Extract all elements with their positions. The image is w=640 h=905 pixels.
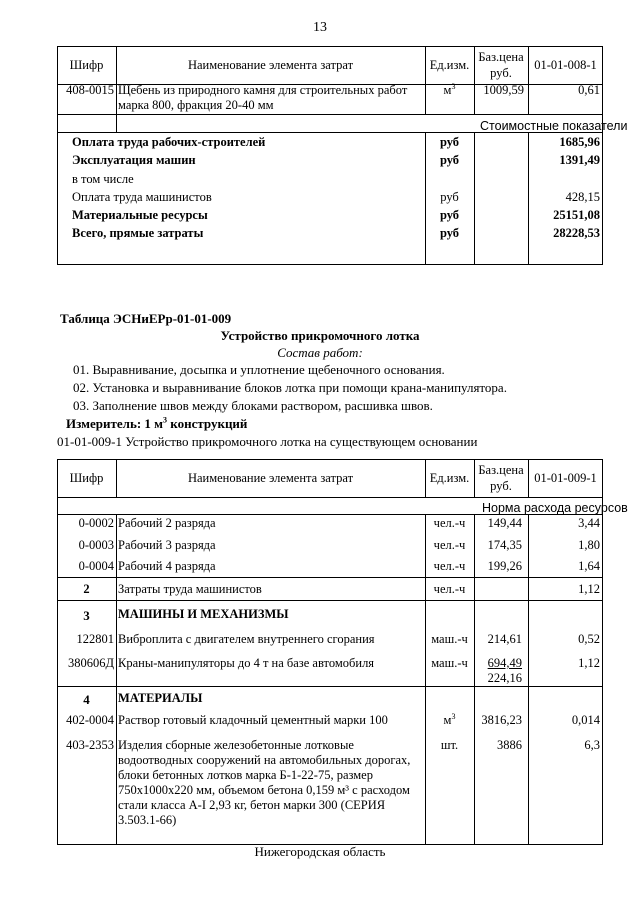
t2-header-name: Наименование элемента затрат	[187, 471, 354, 485]
t2-machine-2-value: 1,12	[578, 656, 600, 670]
t2-labor-unit: чел.-ч	[433, 559, 466, 573]
t1-summary-unit: руб	[439, 135, 460, 149]
t2-materials-heading: МАТЕРИАЛЫ	[118, 691, 203, 705]
t2-labor-code: 0-0003	[78, 538, 114, 552]
t2-machine-1-name: Виброплита с двигателем внутреннего сгорания	[118, 632, 375, 646]
t1-summary-label: Эксплуатация машин	[72, 153, 196, 167]
t2-mat-2-value: 6,3	[584, 738, 600, 752]
t2-labor-price: 149,44	[487, 516, 522, 530]
page-number: 13	[313, 20, 327, 35]
t2-labor-name: Рабочий 3 разряда	[118, 538, 216, 552]
t2-mat-2-name-line: 750х1000х220 мм, объемом бетона 0,159 м³ с расходом	[118, 783, 410, 797]
t2-labor-code: 0-0004	[78, 559, 114, 573]
t2-norms-label: Норма расхода ресурсов	[482, 501, 628, 515]
t1-row-value: 0,61	[578, 83, 600, 97]
t2-mat-2-unit: шт.	[440, 738, 459, 752]
t1-indicators-label: Стоимостные показатели	[480, 119, 628, 133]
measure-label: Измеритель: 1 $м^3$ конструкций	[66, 415, 248, 431]
work-item-1: 01. Выравнивание, досыпка и уплотнение щебеночного основания.	[73, 362, 445, 377]
t1-summary-value: 25151,08	[553, 208, 600, 222]
t2-labor-unit: чел.-ч	[433, 516, 466, 530]
t2-mat-1-value: 0,014	[571, 713, 600, 727]
t2-machine-1-unit: маш.-ч	[431, 632, 468, 646]
t2-mat-2-name-line: стали класса А-I 2,93 кг, бетон марки 300 (СЕРИЯ	[118, 798, 386, 812]
t1-row-unit: $м^3$	[443, 81, 456, 97]
t2-mat-1-code: 402-0004	[66, 713, 114, 727]
t2-operators-value: 1,12	[578, 582, 600, 596]
t1-header-name: Наименование элемента затрат	[187, 58, 354, 72]
t1-row-name-1: Щебень из природного камня для строительных работ	[118, 83, 408, 97]
t2-mat-2-name-line: водоотводных сооружений на автомобильных дорогах,	[118, 753, 411, 767]
t2-machine-2-code: 380606Д	[67, 656, 114, 670]
t1-summary-label: Оплата труда рабочих-строителей	[72, 135, 266, 149]
t2-mat-2-name	[118, 738, 410, 828]
t2-header-code: Шифр	[69, 471, 104, 485]
t1-header-code: Шифр	[69, 58, 104, 72]
t1-summary-value: 428,15	[565, 190, 600, 204]
t2-header-price-1: Баз.цена	[478, 463, 524, 477]
t2-mat-1-name: Раствор готовый кладочный цементный марки 100	[118, 713, 388, 727]
t2-materials-code: 4	[83, 692, 90, 707]
t1-summary-label: Оплата труда машинистов	[72, 190, 212, 204]
t2-machines-heading: МАШИНЫ И МЕХАНИЗМЫ	[118, 607, 289, 621]
t1-summary-label: Материальные ресурсы	[72, 208, 208, 222]
work-item-3: 03. Заполнение швов между блоками раствором, расшивка швов.	[73, 398, 433, 413]
t1-summary-value: 1391,49	[559, 153, 600, 167]
works-heading: Состав работ:	[277, 345, 363, 360]
t2-machine-2-name: Краны-манипуляторы до 4 т на базе автомобиля	[118, 656, 375, 670]
t1-summary-unit: руб	[439, 226, 460, 240]
t2-mat-2-name-line: блоки бетонных лотков марка Б-1-22-75, размер	[118, 768, 373, 782]
t2-machine-2-unit: маш.-ч	[431, 656, 468, 670]
t1-header-unit: Ед.изм.	[429, 58, 470, 72]
t1-summary-value: 28228,53	[553, 226, 600, 240]
t2-labor-name: Рабочий 2 разряда	[118, 516, 216, 530]
t2-mat-2-name-line: 3.503.1-66)	[118, 813, 177, 827]
t2-machines-code: 3	[83, 608, 90, 623]
t2-machine-1-code: 122801	[76, 632, 114, 646]
t2-labor-code: 0-0002	[78, 516, 114, 530]
t1-row-code: 408-0015	[66, 83, 114, 97]
footer-region: Нижегородская область	[254, 844, 386, 859]
t1-header-price-1: Баз.цена	[478, 50, 524, 64]
t2-mat-1-price: 3816,23	[481, 713, 522, 727]
t2-labor-value: 3,44	[578, 516, 600, 530]
t2-mat-2-code: 403-2353	[66, 738, 114, 752]
t2-labor-value: 1,80	[578, 538, 600, 552]
t2-header-rate: 01-01-009-1	[534, 471, 597, 485]
t1-row-price: 1009,59	[483, 83, 524, 97]
t1-summary-unit: руб	[439, 208, 460, 222]
t2-labor-price: 199,26	[487, 559, 522, 573]
t2-machine-1-value: 0,52	[578, 632, 600, 646]
t1-summary-value: 1685,96	[559, 135, 600, 149]
t2-header-price-2: руб.	[490, 479, 512, 493]
t2-machine-2-price: 694,49	[487, 656, 522, 670]
t2-mat-2-price: 3886	[497, 738, 522, 752]
t2-labor-unit: чел.-ч	[433, 538, 466, 552]
item-line: 01-01-009-1 Устройство прикромочного лотка на существующем основании	[57, 434, 478, 449]
t1-summary-label: в том числе	[72, 172, 134, 186]
t2-header-unit: Ед.изм.	[429, 471, 470, 485]
t2-labor-price: 174,35	[487, 538, 522, 552]
t1-summary-unit: руб	[440, 190, 459, 204]
t2-machine-1-price: 214,61	[487, 632, 522, 646]
t2-mat-1-unit: $м^3$	[443, 711, 456, 727]
t2-operators-name: Затраты труда машинистов	[118, 582, 262, 596]
t1-header-rate: 01-01-008-1	[534, 58, 597, 72]
table-title: Таблица ЭСНиЕРр-01-01-009	[60, 311, 232, 326]
table-subtitle: Устройство прикромочного лотка	[220, 328, 420, 343]
t2-operators-unit: чел.-ч	[433, 582, 466, 596]
work-item-2: 02. Установка и выравнивание блоков лотка при помощи крана-манипулятора.	[73, 380, 507, 395]
t2-mat-2-name-line: Изделия сборные железобетонные лотковые	[118, 738, 354, 752]
t2-labor-value: 1,64	[578, 559, 600, 573]
t1-summary-label: Всего, прямые затраты	[72, 226, 204, 240]
t1-summary-unit: руб	[439, 153, 460, 167]
t2-operators-code: 2	[83, 582, 90, 596]
t1-header-price-2: руб.	[490, 66, 512, 80]
t1-row-name-2: марка 800, фракция 20-40 мм	[118, 98, 274, 112]
t2-labor-name: Рабочий 4 разряда	[118, 559, 216, 573]
t2-machine-2-price-2: 224,16	[487, 671, 522, 685]
